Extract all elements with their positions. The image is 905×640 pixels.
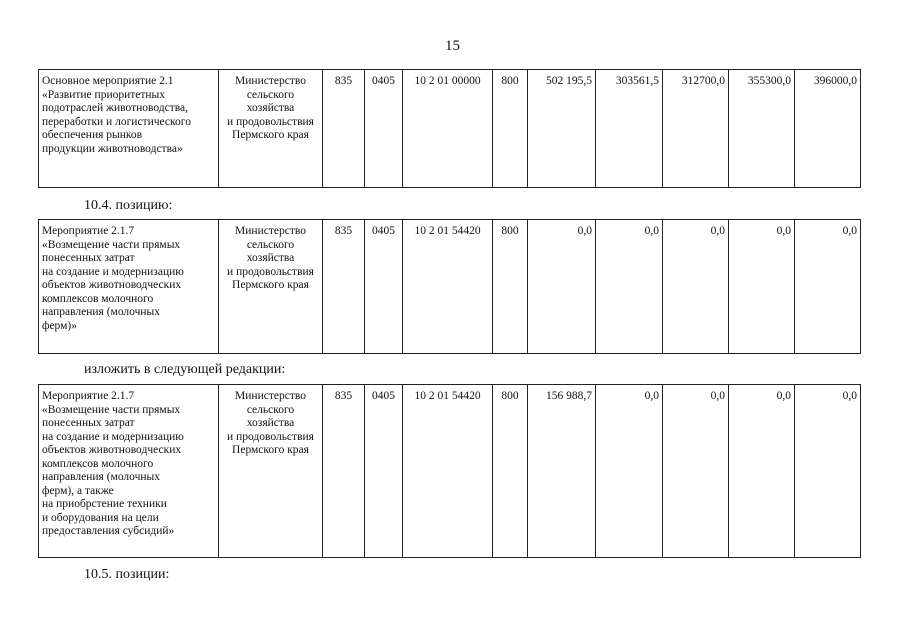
amount-cell: 502 195,5	[528, 70, 596, 188]
section-code-cell: 0405	[365, 220, 403, 354]
amount-cell: 0,0	[795, 220, 861, 354]
budget-table-main-activity	[38, 69, 861, 188]
amount-cell: 0,0	[795, 385, 861, 558]
expense-type-cell: 800	[493, 385, 528, 558]
table-row	[39, 220, 861, 354]
paragraph-10-5: 10.5. позиции:	[84, 567, 170, 582]
amount-cell: 0,0	[729, 385, 795, 558]
amount-cell: 355300,0	[729, 70, 795, 188]
ministry-cell: Министерство сельского хозяйства и продовольствия Пермского края	[219, 385, 323, 558]
grbs-code-cell: 835	[323, 220, 365, 354]
paragraph-new-edition: изложить в следующей редакции:	[84, 362, 286, 377]
amount-cell: 0,0	[663, 385, 729, 558]
amount-cell: 312700,0	[663, 70, 729, 188]
section-code-cell: 0405	[365, 385, 403, 558]
amount-cell: 0,0	[528, 220, 596, 354]
amount-cell: 0,0	[596, 220, 663, 354]
table-row	[39, 385, 861, 558]
grbs-code-cell: 835	[323, 385, 365, 558]
amount-cell: 0,0	[596, 385, 663, 558]
target-article-cell: 10 2 01 54420	[403, 385, 493, 558]
amount-cell: 0,0	[663, 220, 729, 354]
expense-type-cell: 800	[493, 220, 528, 354]
budget-table-old-position	[38, 219, 861, 354]
activity-name-cell: Основное мероприятие 2.1 «Развитие приоритетных подотраслей животноводства, переработки и логистического обеспечения рынков продукции животноводства»	[39, 70, 219, 188]
activity-name-cell: Мероприятие 2.1.7 «Возмещение части прямых понесенных затрат на создание и модернизацию объектов животноводческих комплексов молочного направления (молочных ферм), а также на приобрстение техники и оборудования на цели предоставления субсидий»	[39, 385, 219, 558]
amount-cell: 0,0	[729, 220, 795, 354]
target-article-cell: 10 2 01 00000	[403, 70, 493, 188]
target-article-cell: 10 2 01 54420	[403, 220, 493, 354]
paragraph-10-4: 10.4. позицию:	[84, 198, 173, 213]
activity-name-cell: Мероприятие 2.1.7 «Возмещение части прямых понесенных затрат на создание и модернизацию объектов животноводческих комплексов молочного направления (молочных ферм)»	[39, 220, 219, 354]
expense-type-cell: 800	[493, 70, 528, 188]
page-number: 15	[445, 38, 460, 54]
budget-table-new-position	[38, 384, 861, 558]
amount-cell: 396000,0	[795, 70, 861, 188]
grbs-code-cell: 835	[323, 70, 365, 188]
amount-cell: 156 988,7	[528, 385, 596, 558]
ministry-cell: Министерство сельского хозяйства и продовольствия Пермского края	[219, 220, 323, 354]
table-row	[39, 70, 861, 188]
amount-cell: 303561,5	[596, 70, 663, 188]
ministry-cell: Министерство сельского хозяйства и продовольствия Пермского края	[219, 70, 323, 188]
section-code-cell: 0405	[365, 70, 403, 188]
